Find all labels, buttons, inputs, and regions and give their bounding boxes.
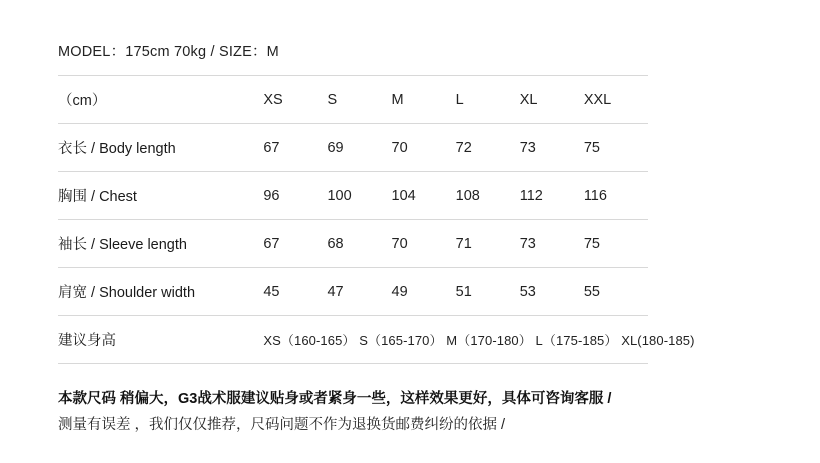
cell-shoulder-width-m: 49 [391,283,408,300]
cell-body-length-l: 72 [455,139,472,156]
table-header-row [58,76,648,124]
row-label-sleeve-length: 袖长 / Sleeve length [58,237,187,253]
notes-block [58,364,762,438]
row-label-shoulder-width: 肩宽 / Shoulder width [58,285,196,301]
column-header-xxl: XXL [583,91,612,108]
cell-body-length-s: 69 [327,139,344,156]
cell-sleeve-length-xl: 73 [519,235,536,252]
cell-chest-xl: 112 [519,187,543,204]
recommended-height-values: XS（160-165） S（165-170） M（170-180） L（175-185） XL(180-185) [263,333,695,348]
cell-shoulder-width-l: 51 [455,283,472,300]
note-line-2: 测量有误差 ，我们仅仅推荐，尺码问题不作为退换货邮费纠纷的依据 / [58,417,506,433]
model-info-line: MODEL：175cm 70kg / SIZE：M [58,44,279,60]
table-row [58,220,648,268]
cell-sleeve-length-m: 70 [391,235,408,252]
cell-body-length-m: 70 [391,139,408,156]
table-row [58,124,648,172]
size-table [58,75,695,364]
cell-shoulder-width-xxl: 55 [583,283,600,300]
cell-chest-s: 100 [327,187,352,204]
cell-sleeve-length-s: 68 [327,235,344,252]
cell-shoulder-width-s: 47 [327,283,344,300]
cell-body-length-xxl: 75 [583,139,600,156]
cell-sleeve-length-xs: 67 [263,235,280,252]
column-header-l: L [455,91,464,108]
column-header-s: S [327,91,338,108]
recommended-height-row [58,316,648,364]
table-row [58,268,648,316]
note-line-1: 本款尺码 稍偏大，G3战术服建议贴身或者紧身一些，这样效果更好，具体可咨询客服 / [58,391,612,407]
cell-shoulder-width-xs: 45 [263,283,280,300]
cell-chest-m: 104 [391,187,416,204]
cell-shoulder-width-xl: 53 [519,283,536,300]
row-label-body-length: 衣长 / Body length [58,141,176,157]
cell-chest-xxl: 116 [583,187,607,204]
row-label-chest: 胸围 / Chest [58,189,137,205]
unit-header: （cm） [58,93,107,109]
cell-chest-xs: 96 [263,187,280,204]
column-header-m: M [391,91,404,108]
table-row [58,172,648,220]
cell-body-length-xl: 73 [519,139,536,156]
cell-sleeve-length-xxl: 75 [583,235,600,252]
column-header-xs: XS [263,91,283,108]
recommended-height-label: 建议身高 [58,333,116,349]
cell-chest-l: 108 [455,187,480,204]
column-header-xl: XL [519,91,538,108]
cell-sleeve-length-l: 71 [455,235,472,252]
cell-body-length-xs: 67 [263,139,280,156]
